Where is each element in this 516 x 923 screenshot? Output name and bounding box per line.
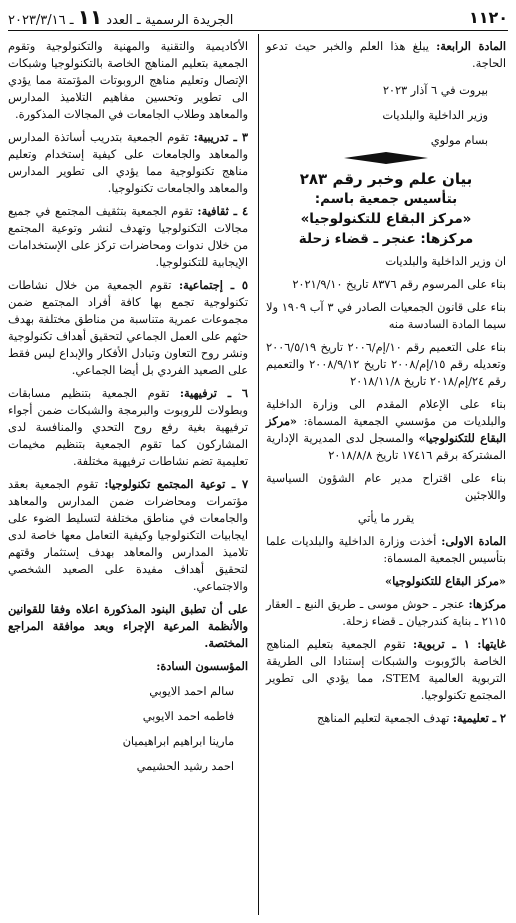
running-header [8, 5, 233, 29]
notice-title: بيان علم وخبر رقم ٢٨٣ [299, 170, 473, 188]
goal-3-label: ٣ ـ تدريبية: [193, 130, 248, 144]
goal-6 [8, 385, 248, 470]
goal-3 [8, 129, 248, 197]
founder-name: سالم احمد الايوبي [149, 685, 234, 698]
notice-headquarters: مركزها: عنجر ـ قضاء زحلة [298, 231, 474, 247]
founder-name: مارينا ابراهيم ابراهيميان [122, 735, 234, 748]
goal-2 [266, 710, 506, 727]
goal-1-text: تقوم الجمعية بتعليم المناهج الخاصة بالرّوبوت والشبكات إستنادا الى الطريقة التربوية العالمية STEM، مما يؤدي الى تطوير المجتمع تكنولوجيا. [266, 638, 506, 702]
goal-6-label: ٦ ـ ترفيهية: [179, 386, 248, 400]
goal-7-text: تقوم الجمعية بعقد مؤتمرات ومحاضرات ضمن المدارس والمعاهد والجامعات في مناطق مختلفة لتسليط الضوء على ايجابيات التكنولوجيا وكيفية التعامل معها خاصة لدى تلاميذ المدارس والمعاهد بهدف إستثمار وقتهم لتحقيق أهداف مفيدة على الصعيد الشخصي والاجتماعي. [8, 478, 248, 593]
article-1-text: أخذت وزارة الداخلية والبلديات علما بتأسيس الجمعية المسماة: [266, 535, 506, 565]
issue-number: ١١ [77, 5, 103, 29]
goal-6-text: تقوم الجمعية بتنظيم مسابقات وبطولات للروبوت والبرمجة والشبكات ضمن أجواء ترفيهية بغية رفع روح التحدي والمنافسة لدى المشاركون كما تقوم الجمعية بتنظيم مخيمات تعليمية تضم نشاطات ترفيهية مختلفة. [8, 387, 248, 468]
goal-5-text: تقوم الجمعية من خلال نشاطات تكنولوجية تجمع بها كافة أفراد المجتمع ضمن مجموعات عمرية متناسبة من مناطق مختلفة بهدف حثهم على العمل الجماعي لتحقيق أهداف تكنولوجية ونشر روح التعاون وتبادل الأفكار والإبداع ليس فقط على الصعيد الفردي بل أيضا الجماعي. [8, 279, 248, 377]
goal-2-label: ٢ ـ تعليمية: [452, 711, 506, 725]
basis-circular: بناء على التعميم رقم ١٠/إم/٢٠٠٦ تاريخ ٢٠٠٦/٥/١٩ وتعديله رقم ١٥/إم/٢٠٠٨ تاريخ ٢٠٠٨/٩/١٢ والتعميم رقم ٢٤/إم/٢٠١٨ تاريخ ٢٠١٨/١١/٨ [266, 341, 506, 388]
goal-1 [266, 636, 506, 704]
goal-5-label: ٥ ـ إجتماعية: [178, 278, 248, 292]
basis-notification-name: «مركز البقاع للتكنولوجيا» [266, 414, 506, 445]
page-number: ١١٢٠ [468, 7, 508, 27]
article-1-label: المادة الاولى: [441, 534, 506, 548]
headquarters-text: عنجر ـ حوش موسى ـ طريق النبع ـ العقار ٢١١٥ ـ بناية كندرجيان ـ قضاء زحلة. [266, 598, 506, 628]
header-rule [8, 30, 508, 31]
article-4-label: المادة الرابعة: [436, 39, 506, 53]
notice-title-block [266, 169, 506, 249]
signature-block [266, 82, 488, 149]
goal-4 [8, 203, 248, 271]
running-title: الجريدة الرسمية ـ العدد [106, 13, 234, 28]
article-4 [266, 38, 506, 72]
headquarters-paragraph [266, 596, 506, 630]
founders-list [8, 683, 234, 775]
intro-line: ان وزير الداخلية والبلديات [385, 255, 506, 268]
decides-heading: يقرر ما يأتي [357, 512, 415, 525]
page-header [8, 6, 508, 28]
basis-notification [266, 396, 506, 464]
goal-2-continuation: الأكاديمية والتقنية والمهنية والتكنولوجية وتقوم الجمعية بتعليم المناهج الخاصة بالتكنولوجيا وشبكات الإتصال وتعليم مناهج الروبوتات المؤتمتة مما يؤدي الى تطوير وتحسين مفاهيم التلاميذ المدارس والمعاهد وطلاب الجامعات في المجالات المذكورة. [8, 40, 248, 121]
basis-decree: بناء على المرسوم رقم ٨٣٧٦ تاريخ ٢٠٢١/٩/١٠ [292, 278, 506, 291]
article-1 [266, 533, 506, 567]
founders-title: المؤسسون السادة: [156, 659, 248, 673]
notice-subtitle: بتأسيس جمعية باسم: [314, 191, 458, 207]
article-1-association-name: «مركز البقاع للتكنولوجيا» [385, 574, 506, 588]
basis-notification-reg: والمسجل لدى المديرية الإدارية المشتركة برقم ١٧٤١٦ تاريخ ٢٠١٨/٨/٨ [266, 432, 506, 462]
goal-5 [8, 277, 248, 379]
applicability-clause: على أن تطبق البنود المذكورة اعلاه وفقا للقوانين والأنظمة المرعية الإجراء وبعد موافقة المراجع المختصة. [8, 602, 248, 650]
notice-association-name: «مركز البقاع للتكنولوجيا» [300, 211, 472, 227]
signature-place-date: بيروت في ٦ آذار ٢٠٢٣ [382, 84, 488, 97]
left-column [8, 38, 248, 783]
basis-notification-text: بناء على الإعلام المقدم الى وزارة الداخلية والبلديات من مؤسسي الجمعية المسماة: [266, 398, 507, 428]
issue-date: ـ ٢٠٢٣/٣/١٦ [8, 13, 74, 28]
goals-label: غايتها: [477, 637, 507, 651]
signature-name: بسام مولوي [430, 134, 488, 147]
signature-title: وزير الداخلية والبلديات [382, 109, 488, 122]
goal-7-label: ٧ ـ توعية المجتمع تكنولوجيا: [104, 477, 249, 491]
goal-4-label: ٤ ـ ثقافية: [197, 204, 249, 218]
divider-ornament [344, 151, 428, 165]
right-column [266, 38, 506, 733]
goal-3-text: تقوم الجمعية بتدريب أساتذة المدارس والمعاهد والجامعات على كيفية إستخدام وتعليم مناهج تكنولوجية مما يؤدي الى تطوير المدارس والمعاهد والجامعات تكنولوجيا. [8, 131, 248, 195]
article-4-text: يبلغ هذا العلم والخبر حيث تدعو الحاجة. [266, 40, 506, 70]
goal-4-text: تقوم الجمعية بتثقيف المجتمع في جميع مجالات التكنولوجيا وتهدف لنشر وتوعية المجتمع من خلال ندوات ومحاضرات تركز على الإستخدامات الإيجابية للتكنولوجيا. [8, 205, 248, 269]
goal-7 [8, 476, 248, 595]
goal-2-text: تهدف الجمعية لتعليم المناهج [316, 712, 450, 725]
basis-law: بناء على قانون الجمعيات الصادر في ٣ آب ١٩٠٩ ولا سيما المادة السادسة منه [266, 301, 506, 331]
headquarters-label: مركزها: [468, 597, 507, 611]
basis-proposal: بناء على اقتراح مدير عام الشؤون السياسية واللاجئين [266, 472, 506, 502]
founder-name: احمد رشيد الحشيمي [136, 760, 234, 773]
goal-1-label: ١ ـ تربوية: [412, 637, 470, 651]
founder-name: فاطمه احمد الايوبي [142, 710, 234, 723]
column-divider [258, 34, 259, 915]
